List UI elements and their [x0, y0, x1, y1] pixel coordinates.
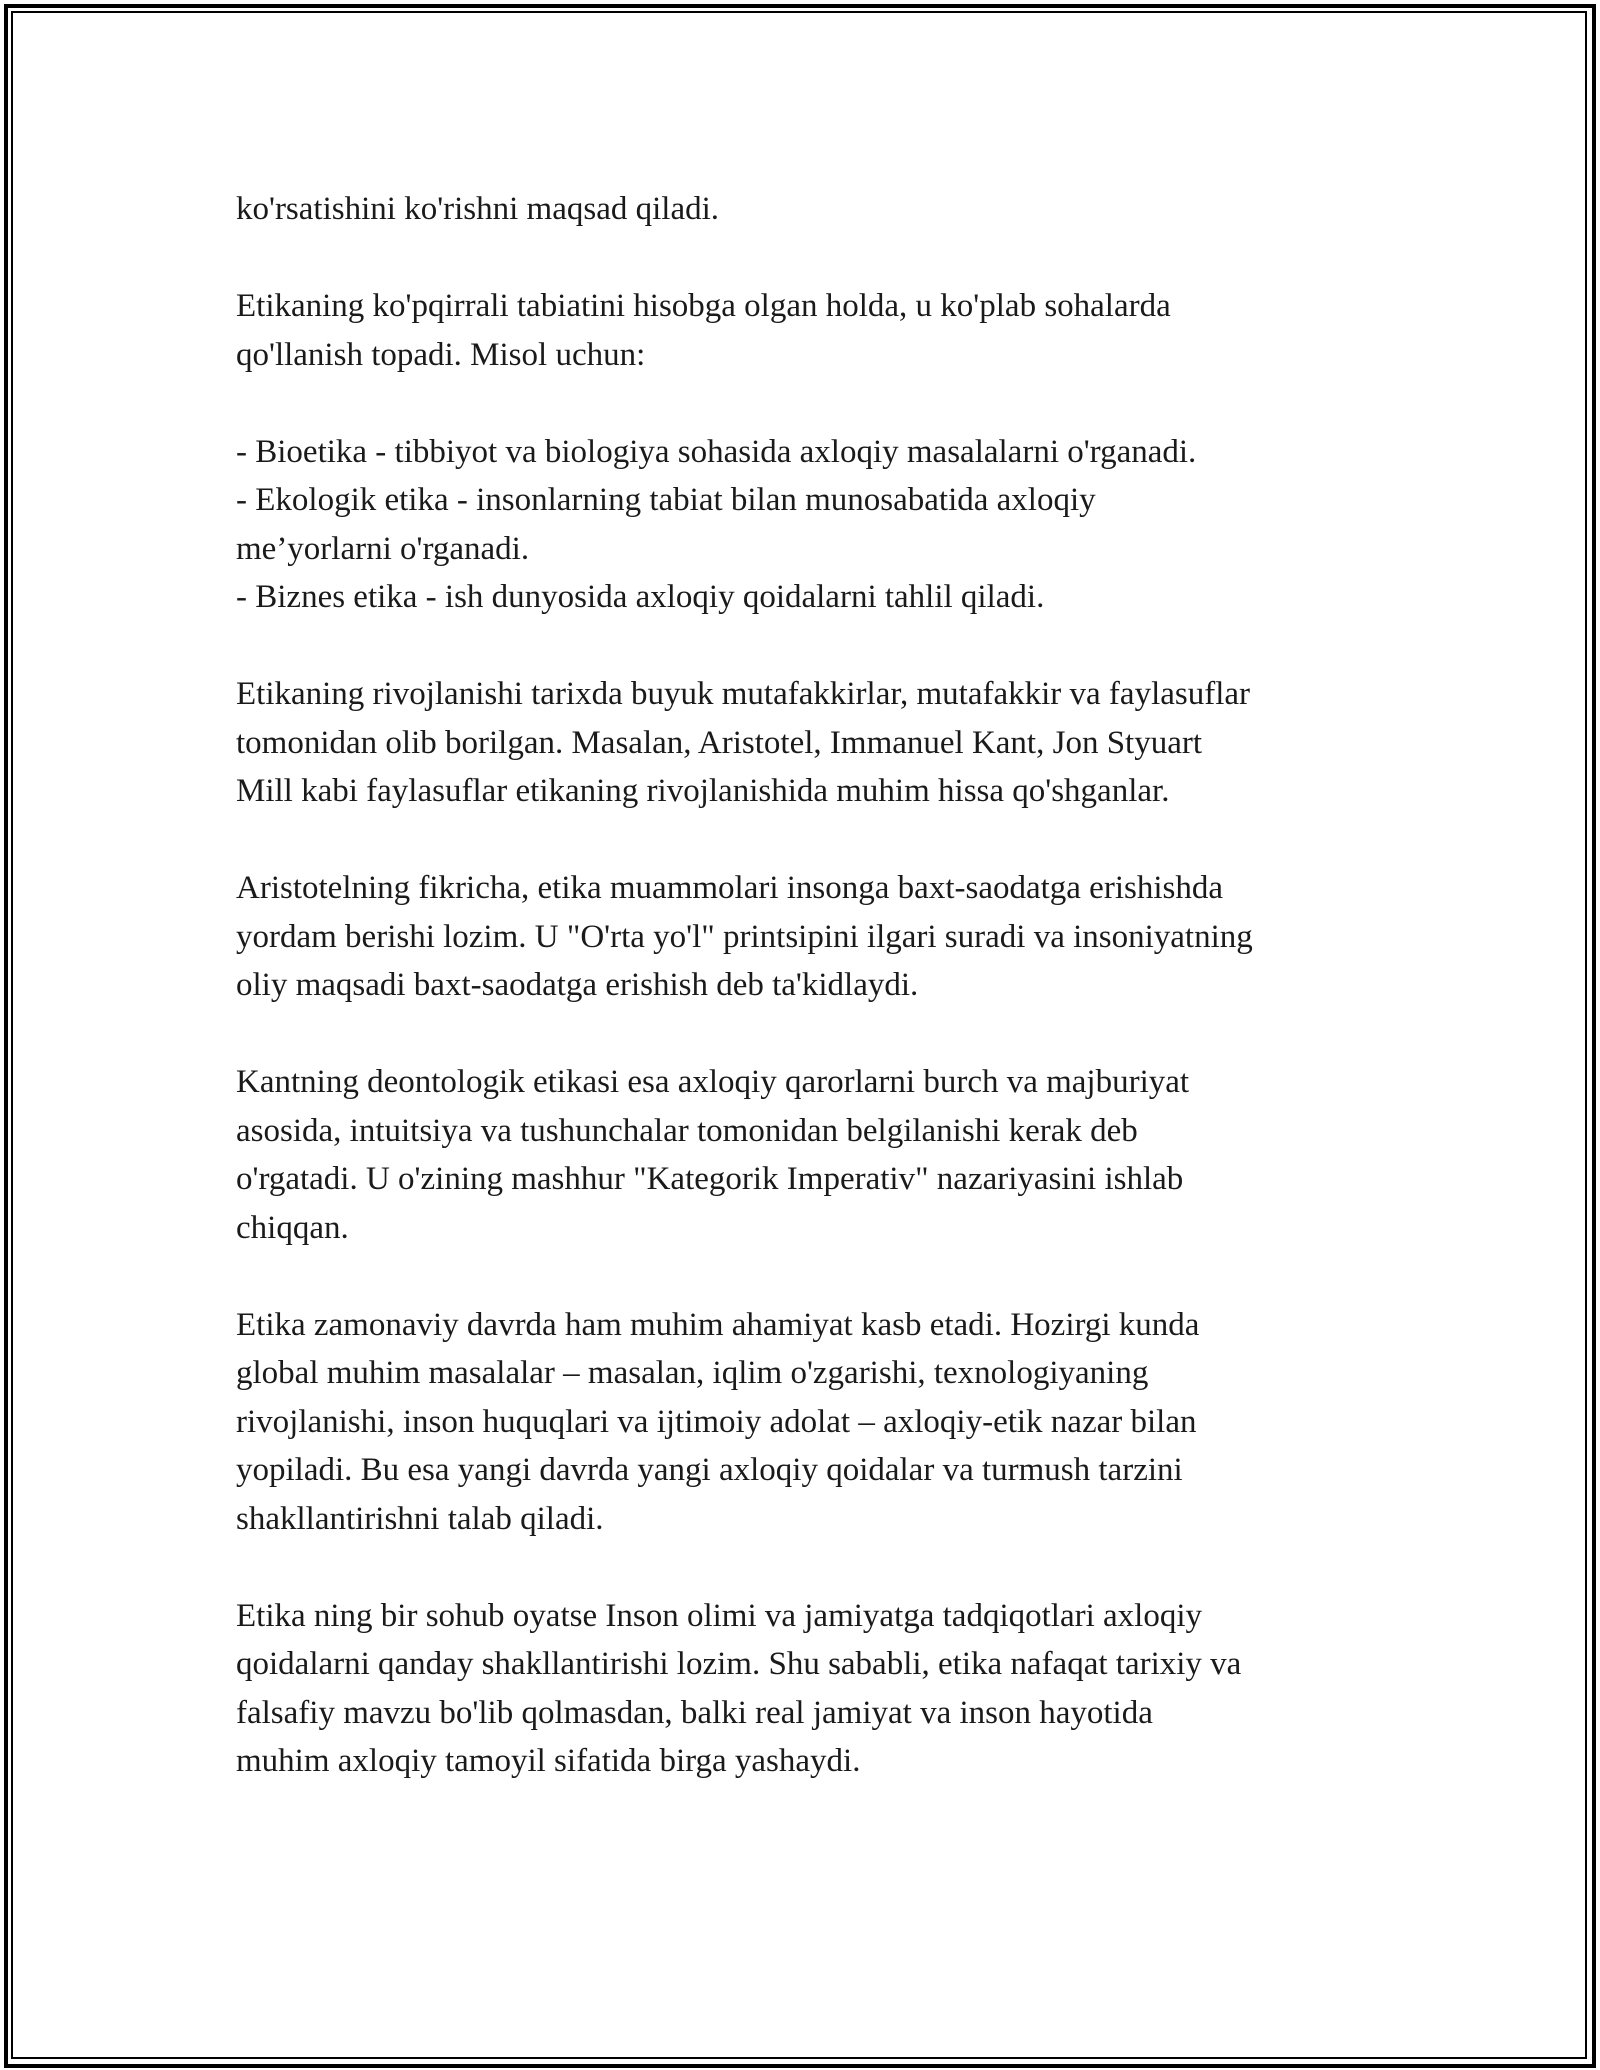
text-line: Aristotelning fikricha, etika muammolari insonga baxt-saodatga erishishda	[236, 870, 1223, 906]
paragraph	[236, 670, 1376, 816]
paragraph	[236, 1058, 1376, 1252]
paragraph	[236, 1301, 1376, 1544]
list-item: - Ekologik etika - insonlarning tabiat bilan munosabatida axloqiy	[236, 482, 1096, 518]
text-line: qo'llanish topadi. Misol uchun:	[236, 336, 646, 373]
text-line: Mill kabi faylasuflar etikaning rivojlanishida muhim hissa qo'shganlar.	[236, 773, 1170, 809]
list-paragraph	[236, 428, 1376, 622]
text-line: falsafiy mavzu bo'lib qolmasdan, balki real jamiyat va inson hayotida	[236, 1694, 1153, 1731]
text-line: o'rgatadi. U o'zining mashhur "Kategorik Imperativ" nazariyasini ishlab	[236, 1161, 1184, 1197]
text-line: asosida, intuitsiya va tushunchalar tomonidan belgilanishi kerak deb	[236, 1112, 1138, 1149]
text-line: global muhim masalalar – masalan, iqlim o'zgarishi, texnologiyaning	[236, 1355, 1149, 1391]
paragraph	[236, 1592, 1376, 1786]
text-line: Etika zamonaviy davrda ham muhim ahamiyat kasb etadi. Hozirgi kunda	[236, 1306, 1200, 1343]
list-item-continuation: me’yorlarni o'rganadi.	[236, 530, 530, 567]
text-line: tomonidan olib borilgan. Masalan, Aristotel, Immanuel Kant, Jon Styuart	[236, 724, 1203, 761]
text-line: shakllantirishni talab qiladi.	[236, 1500, 604, 1537]
text-line: Etikaning ko'pqirrali tabiatini hisobga olgan holda, u ko'plab sohalarda	[236, 288, 1171, 324]
document-body	[236, 185, 1376, 1834]
text-line: muhim axloqiy tamoyil sifatida birga yashaydi.	[236, 1743, 861, 1779]
paragraph	[236, 282, 1376, 379]
list-item: - Biznes etika - ish dunyosida axloqiy qoidalarni tahlil qiladi.	[236, 579, 1045, 615]
text-line: rivojlanishi, inson huquqlari va ijtimoiy adolat – axloqiy-etik nazar bilan	[236, 1403, 1197, 1440]
paragraph	[236, 185, 1376, 234]
text-line: Kantning deontologik etikasi esa axloqiy qarorlarni burch va majburiyat	[236, 1064, 1190, 1100]
text-line: Etika ning bir sohub oyatse Inson olimi va jamiyatga tadqiqotlari axloqiy	[236, 1597, 1202, 1634]
list-item: - Bioetika - tibbiyot va biologiya sohasida axloqiy masalalarni o'rganadi.	[236, 433, 1197, 470]
text-line: ko'rsatishini ko'rishni maqsad qiladi.	[236, 191, 720, 227]
text-line: Etikaning rivojlanishi tarixda buyuk mutafakkirlar, mutafakkir va faylasuflar	[236, 676, 1251, 712]
text-line: yordam berishi lozim. U "O'rta yo'l" printsipini ilgari suradi va insoniyatning	[236, 918, 1253, 955]
paragraph	[236, 864, 1376, 1010]
text-line: chiqqan.	[236, 1209, 349, 1246]
text-line: qoidalarni qanday shakllantirishi lozim. Shu sababli, etika nafaqat tarixiy va	[236, 1646, 1242, 1682]
text-line: oliy maqsadi baxt-saodatga erishish deb ta'kidlaydi.	[236, 967, 919, 1003]
text-line: yopiladi. Bu esa yangi davrda yangi axloqiy qoidalar va turmush tarzini	[236, 1452, 1183, 1488]
